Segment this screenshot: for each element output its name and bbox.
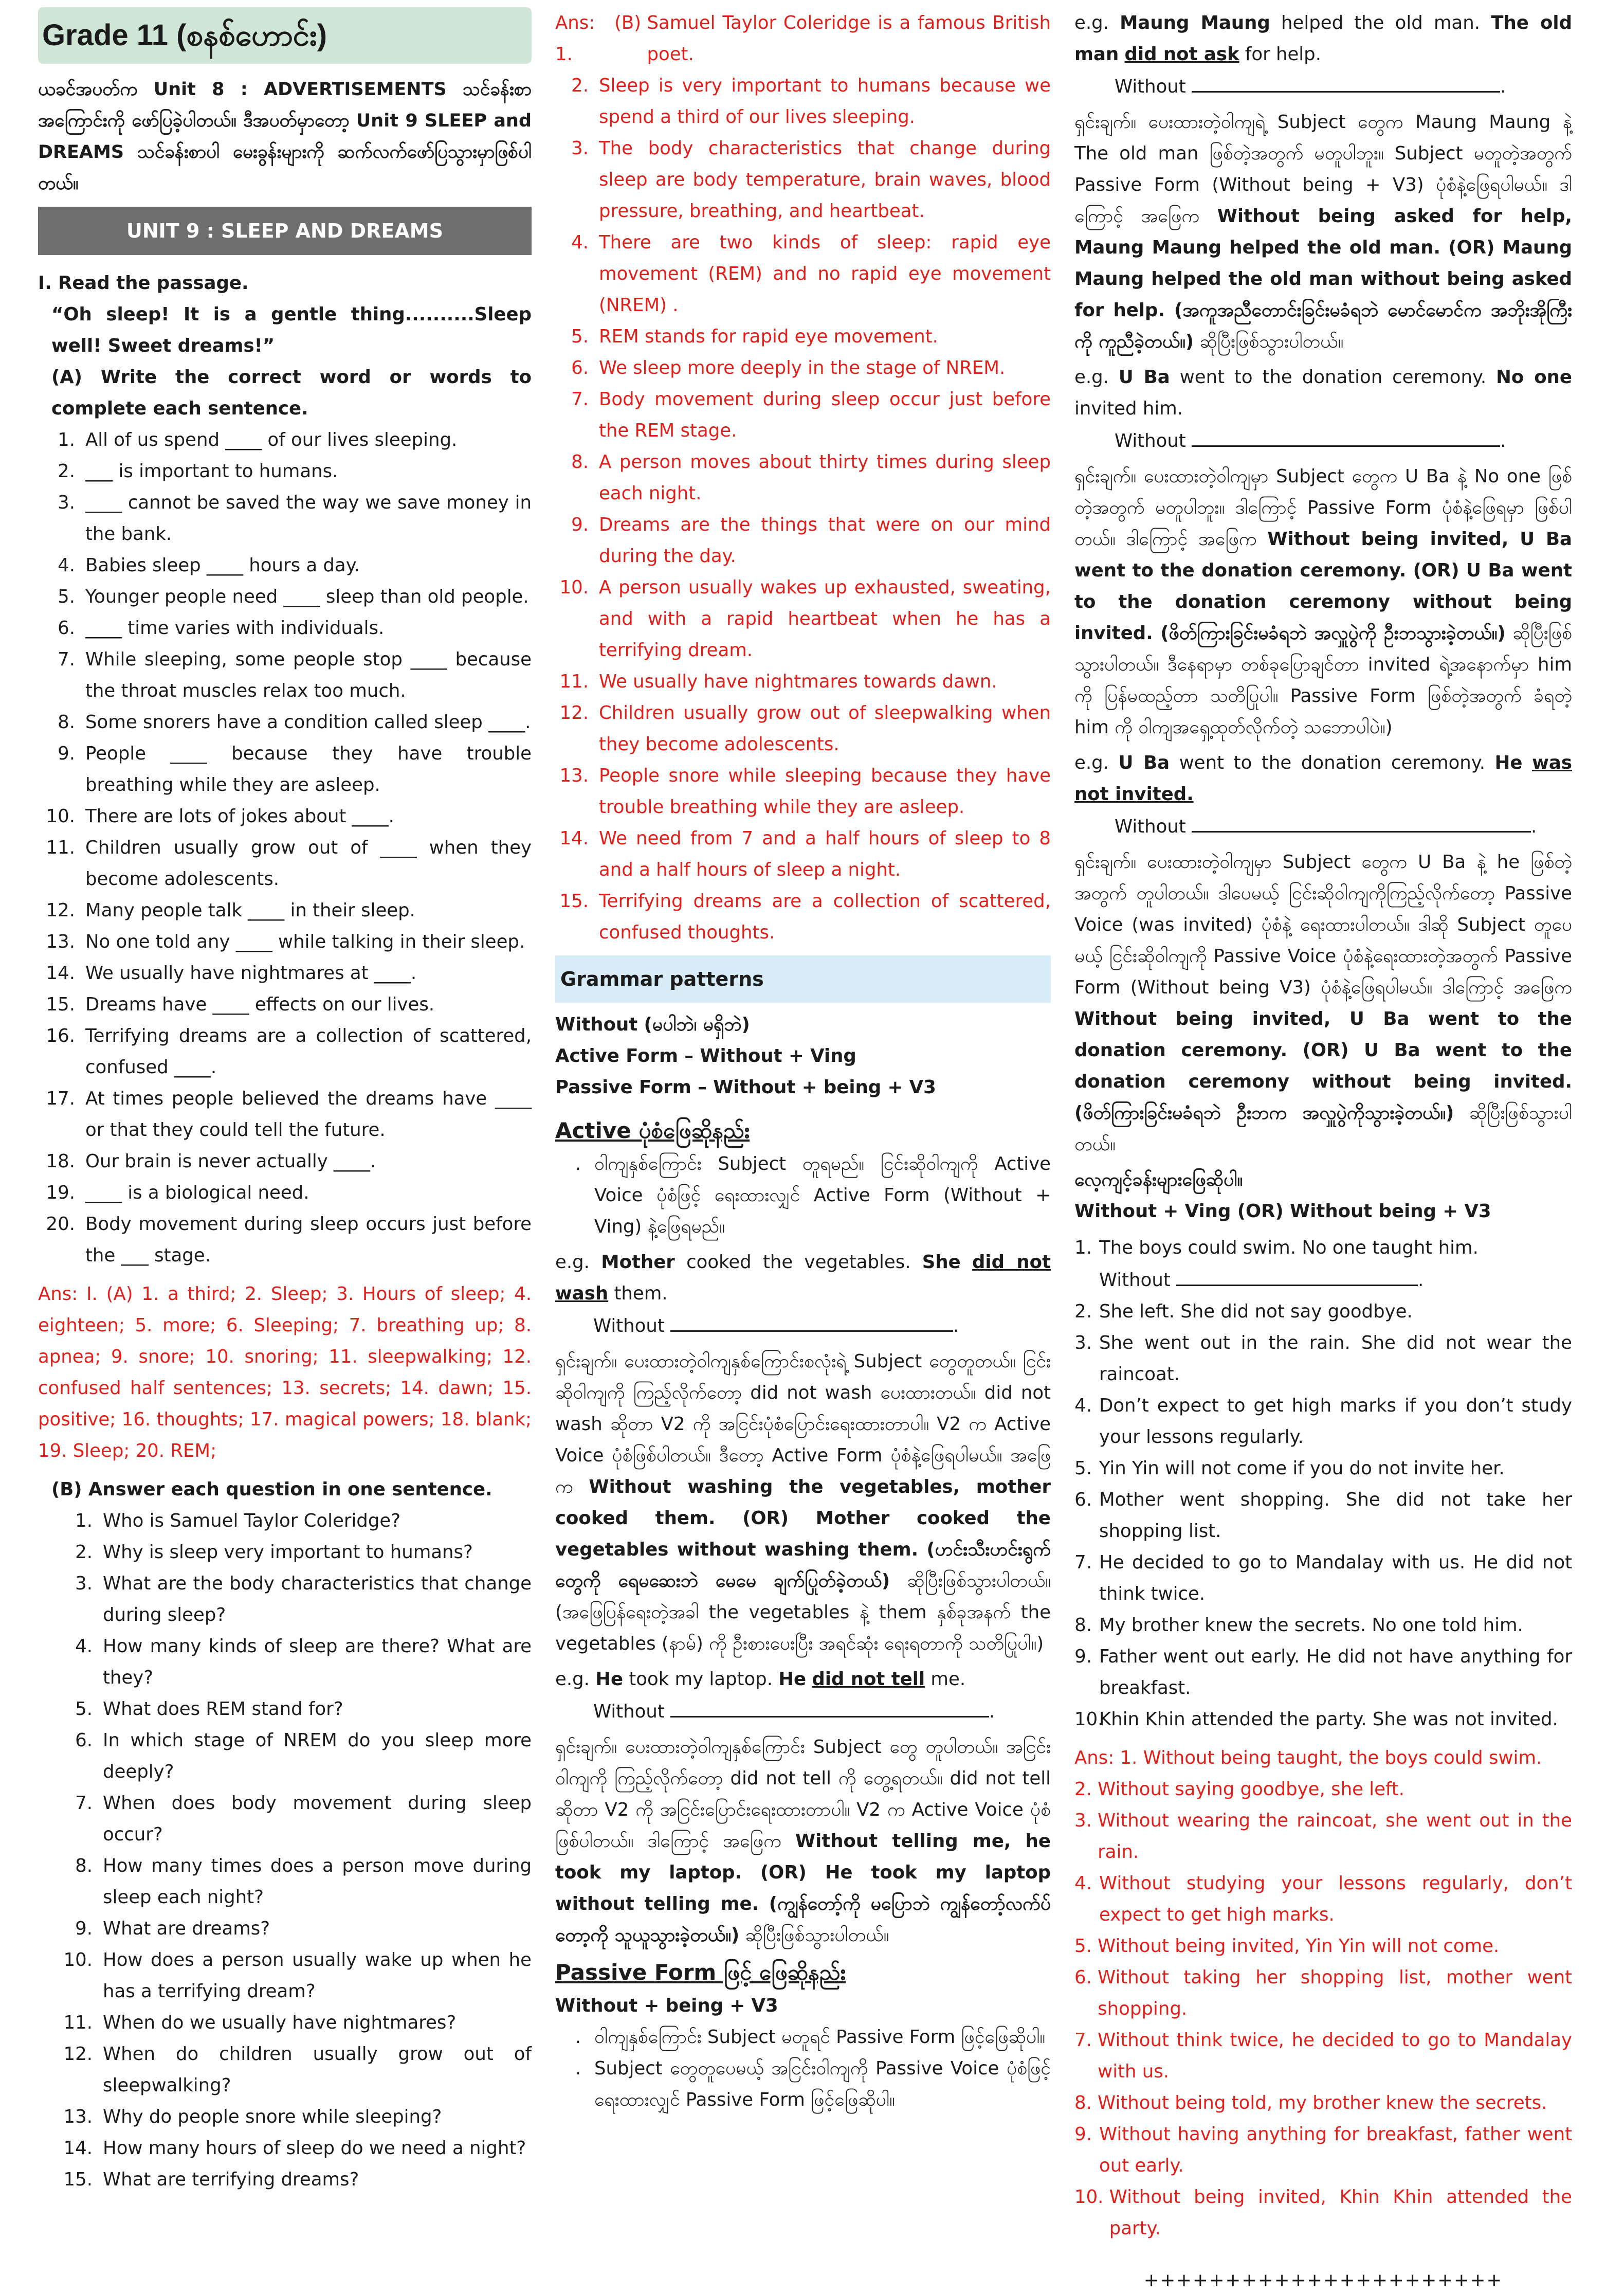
column-2 — [555, 7, 1051, 2116]
list-item: 9. Without having anything for breakfast, father went out early. — [1074, 2124, 1572, 2176]
list-item: 7. While sleeping, some people stop ____ because the throat muscles relax too much. — [58, 649, 532, 701]
list-item: 6. Mother went shopping. She did not take her shopping list. — [1074, 1489, 1572, 1542]
list-item: 9. Dreams are the things that were on our mind during the day. — [571, 514, 1051, 567]
list-item: 17. At times people believed the dreams have ____ or that they could tell the future. — [46, 1088, 532, 1141]
list-item: 8. How many times does a person move during sleep each night? — [75, 1855, 532, 1908]
list-item: 12. Children usually grow out of sleepwalking when they become adolescents. — [559, 702, 1051, 755]
example-3-blank: Without . — [1074, 70, 1572, 102]
without-meaning: Without (မပါဘဲ၊ မရှိဘဲ) — [555, 1014, 750, 1035]
practice-list — [1074, 1232, 1572, 1735]
list-item: 2. ___ is important to humans. — [58, 461, 338, 482]
passive-method-heading: Passive Form ဖြင့် ဖြေဆိုနည်း — [555, 1960, 846, 1985]
list-item: 13. People snore while sleeping because they have trouble breathing while they are asleep. — [559, 765, 1051, 818]
list-item: 5. Yin Yin will not come if you do not invite her. — [1074, 1458, 1505, 1479]
part-b-list — [38, 1505, 532, 2195]
list-item: 4. Don’t expect to get high marks if you don’t study your lessons regularly. — [1074, 1395, 1572, 1448]
list-item: 15. What are terrifying dreams? — [63, 2169, 359, 2190]
example-3-explanation: ရှင်းချက်။ ပေးထားတဲ့ဝါကျရဲ့ Subject တွေက Maung Maung နဲ့ The old man ဖြစ်တဲ့အတွက် မတူပါဘူး။ Subject မတူတဲ့အတွက် Passive Form (Without being + V3) ပုံစံနဲ့ဖြေရပါမယ်။ ဒါကြောင့် အဖြေက Without being asked for help, Maung Maung helped the old man. (OR) Maung Maung helped the old man without being asked for help. (အကူအညီတောင်းခြင်းမခံရဘဲ မောင်မောင်က အဘိုးအိုကြီးကို ကူညီခဲ့တယ်။) ဆိုပြီးဖြစ်သွားပါတယ်။ — [1074, 112, 1572, 352]
list-item: 11. We usually have nightmares towards dawn. — [559, 671, 997, 692]
list-item: 3. The body characteristics that change during sleep are body temperature, brain waves, blood pressure, breathing, and heartbeat. — [571, 138, 1051, 222]
list-item: 16. Terrifying dreams are a collection of scattered, confused ____. — [46, 1025, 532, 1078]
list-item: 12. Many people talk ____ in their sleep. — [46, 900, 415, 921]
example-1-blank: Without . — [555, 1309, 1051, 1342]
grammar-patterns-heading: Grammar patterns — [555, 955, 1051, 1003]
example-5-explanation: ရှင်းချက်။ ပေးထားတဲ့ဝါကျမှာ Subject တွေက U Ba နဲ့ he ဖြစ်တဲ့အတွက် တူပါတယ်။ ဒါပေမယ့် ငြင်းဆိုဝါကျကိုကြည့်လိုက်တော့ Passive Voice (was invited) ပုံစံနဲ့ ရေးထားပါတယ်။ ဒါဆို Subject တူပေမယ့် ငြင်းဆိုဝါကျကို Passive Voice ပုံစံနဲ့ရေးထားတဲ့အတွက် Passive Form (Without being V3) ပုံစံနဲ့ဖြေရပါမယ်။ ဒါကြောင့် အဖြေက Without being invited, U Ba went to the donation ceremony. (OR) U Ba went to the donation ceremony without being invited. (ဖိတ်ကြားခြင်းမခံရဘဲ ဦးဘက အလှူပွဲကိုသွားခဲ့တယ်။) ဆိုပြီးဖြစ်သွားပါတယ်။ — [1074, 852, 1572, 1155]
list-item: 7. When does body movement during sleep occur? — [75, 1793, 532, 1845]
passive-form-rule: Passive Form – Without + being + V3 — [555, 1077, 936, 1098]
list-item: 2. Sleep is very important to humans because we spend a third of our lives sleeping. — [571, 75, 1051, 128]
grade-title: Grade 11 (စနစ်ဟောင်း) — [38, 7, 532, 64]
list-item: 6. Without taking her shopping list, mother went shopping. — [1074, 1967, 1572, 2019]
list-item: 4. How many kinds of sleep are there? What are they? — [75, 1636, 532, 1688]
list-item: 7. He decided to go to Mandalay with us. He did not think twice. — [1074, 1552, 1572, 1604]
list-item: 2. Why is sleep very important to humans? — [75, 1542, 473, 1563]
list-item: 9. People ____ because they have trouble breathing while they are asleep. — [58, 743, 532, 796]
list-item: 8. Some snorers have a condition called sleep ____. — [58, 712, 531, 733]
list-item: 5. Younger people need ____ sleep than old people. — [58, 586, 529, 607]
list-item: 10. A person usually wakes up exhausted, sweating, and with a rapid heartbeat when he has a terrifying dream. — [559, 577, 1051, 661]
example-4: e.g. U Ba went to the donation ceremony. No one invited him. — [1074, 367, 1572, 419]
active-bullet: . ဝါကျနှစ်ကြောင်း Subject တူရမည်။ ငြင်းဆိုဝါကျကို Active Voice ပုံစံဖြင့် ရေးထားလျှင် Active Form (Without + Ving) နဲ့ဖြေရမည်။ — [575, 1153, 1051, 1237]
list-item: 5. REM stands for rapid eye movement. — [571, 326, 938, 347]
list-item: 3. Without wearing the raincoat, she went out in the rain. — [1074, 1810, 1572, 1863]
part-b-heading: (B) Answer each question in one sentence. — [51, 1479, 492, 1500]
example-1-explanation: ရှင်းချက်။ ပေးထားတဲ့ဝါကျနှစ်ကြောင်းစလုံးရဲ့ Subject တွေတူတယ်။ ငြင်းဆိုဝါကျကို ကြည့်လိုက်တော့ did not wash ပေးထားတယ်။ did not wash ဆိုတာ V2 ကို အငြင်းပုံစံပြောင်းရေးထားတာပါ။ V2 က Active Voice ပုံစံဖြစ်ပါတယ်။ ဒီတော့ Active Form ပုံစံနဲ့ဖြေရပါမယ်။ အဖြေက Without washing the vegetables, mother cooked them. (OR) Mother cooked the vegetables without washing them. (ဟင်းသီးဟင်းရွက်တွေကို ရေမဆေးဘဲ မေမေ ချက်ပြုတ်ခဲ့တယ်) ဆိုပြီးဖြစ်သွားပါတယ်။ (အဖြေပြန်ရေးတဲ့အခါ the vegetables နဲ့ them နှစ်ခုအနက် the vegetables (နာမ်) ကို ဦးစားပေးပြီး အရင်ဆုံး ရေးရတာကို သတိပြုပါ။) — [555, 1351, 1051, 1654]
end-separator: ++++++++++++++++++++++ — [1143, 2270, 1503, 2291]
list-item: 13. No one told any ____ while talking in their sleep. — [46, 931, 525, 952]
list-item: 19. ____ is a biological need. — [46, 1182, 309, 1203]
list-item: 14. How many hours of sleep do we need a night? — [63, 2138, 526, 2159]
list-item: 5. What does REM stand for? — [75, 1698, 343, 1720]
list-item: 10. How does a person usually wake up when he has a terrifying dream? — [63, 1949, 532, 2002]
list-item: 10. Without being invited, Khin Khin attended the party. — [1074, 2186, 1572, 2239]
list-item: 11. When do we usually have nightmares? — [63, 2012, 457, 2033]
list-item: 15. Terrifying dreams are a collection of scattered, confused thoughts. — [559, 891, 1051, 943]
list-item: 6. In which stage of NREM do you sleep more deeply? — [75, 1730, 532, 1782]
list-item: 1. The boys could swim. No one taught him. — [1074, 1237, 1479, 1258]
active-method-heading: Active ပုံစံဖြေဆိုနည်း — [555, 1118, 750, 1143]
list-item: 6. We sleep more deeply in the stage of NREM. — [571, 357, 1006, 378]
list-item: 20. Body movement during sleep occurs just before the ___ stage. — [46, 1214, 532, 1266]
example-2-blank: Without . — [555, 1695, 1051, 1727]
answers-part-b — [555, 7, 1051, 948]
practice-heading: လေ့ကျင့်ခန်းများဖြေဆိုပါ။ — [1074, 1169, 1243, 1190]
list-item: 8. A person moves about thirty times during sleep each night. — [571, 451, 1051, 504]
list-item: 1. All of us spend ____ of our lives sleeping. — [58, 429, 458, 450]
list-item: 18. Our brain is never actually ____. — [46, 1151, 376, 1172]
list-item: 2. Without saying goodbye, she left. — [1074, 1779, 1404, 1800]
passive-formula: Without + being + V3 — [555, 1995, 778, 2016]
list-item: 4. Babies sleep ____ hours a day. — [58, 555, 360, 576]
list-item: 13. Why do people snore while sleeping? — [63, 2106, 442, 2127]
example-5-blank: Without . — [1074, 810, 1572, 842]
passive-bullet-1: . ဝါကျနှစ်ကြောင်း Subject မတူရင် Passive Form ဖြင့်ဖြေဆိုပါ။ — [575, 2027, 1046, 2048]
list-item: 6. ____ time varies with individuals. — [58, 618, 385, 639]
example-1: e.g. Mother cooked the vegetables. She did not wash them. — [555, 1252, 1051, 1304]
list-item: 14. We need from 7 and a half hours of sleep to 8 and a half hours of sleep a night. — [559, 828, 1051, 880]
list-item: 7. Body movement during sleep occur just before the REM stage. — [571, 389, 1051, 441]
answers-part-a: Ans: I. (A) 1. a third; 2. Sleep; 3. Hours of sleep; 4. eighteen; 5. more; 6. Sleeping; 7. breathing up; 8. apnea; 9. snore; 10. snoring; 11. sleepwalking; 12. confused half sentences; 13. secrets; 14. dawn; 15. positive; 16. thoughts; 17. magical powers; 18. blank; 19. Sleep; 20. REM; — [38, 1283, 532, 1461]
practice-formula: Without + Ving (OR) Without being + V3 — [1074, 1201, 1491, 1222]
list-item: 12. When do children usually grow out of sleepwalking? — [63, 2044, 532, 2096]
list-item: 1. Who is Samuel Taylor Coleridge? — [75, 1510, 401, 1531]
practice-answers — [1074, 1774, 1572, 2244]
example-2: e.g. He took my laptop. He did not tell me. — [555, 1669, 966, 1690]
passage-quote: “Oh sleep! It is a gentle thing..........Sleep well! Sweet dreams!” — [51, 304, 532, 356]
list-item: 3. She went out in the rain. She did not wear the raincoat. — [1074, 1332, 1572, 1385]
list-item: 4. Without studying your lessons regularly, don’t expect to get high marks. — [1074, 1873, 1572, 1925]
list-item: 4. There are two kinds of sleep: rapid eye movement (REM) and no rapid eye movement (NREM) . — [571, 232, 1051, 316]
list-item: 11. Children usually grow out of ____ when they become adolescents. — [46, 837, 532, 890]
example-4-explanation: ရှင်းချက်။ ပေးထားတဲ့ဝါကျမှာ Subject တွေက U Ba နဲ့ No one ဖြစ်တဲ့အတွက် မတူပါဘူး။ ဒါကြောင့် Passive Form ပုံစံနဲ့ဖြေရမှာ ဖြစ်ပါတယ်။ ဒါကြောင့် အဖြေက Without being invited, U Ba went to the donation ceremony. (OR) U Ba went to the donation ceremony without being invited. (ဖိတ်ကြားခြင်းမခံရဘဲ အလှူပွဲကို ဦးဘသွားခဲ့တယ်။) ဆိုပြီးဖြစ်သွားပါတယ်။ ဒီနေရာမှာ တစ်ခုပြောချင်တာ invited ရဲ့အနောက်မှာ him ကို ပြန်မထည့်တာ သတိပြုပါ။ Passive Form ဖြစ်တဲ့အတွက် ခံရတဲ့ him ကို ဝါကျအရှေ့ထုတ်လိုက်တဲ့ သဘောပါပဲ။) — [1074, 466, 1572, 738]
list-item: Ans: (B) 1. Samuel Taylor Coleridge is a famous British poet. — [555, 12, 1051, 65]
list-item: 9. What are dreams? — [75, 1918, 270, 1939]
list-item: 7. Without think twice, he decided to go to Mandalay with us. — [1074, 2030, 1572, 2082]
example-5: e.g. U Ba went to the donation ceremony. He was not invited. — [1074, 752, 1572, 805]
list-item: 10. There are lots of jokes about ____. — [46, 806, 394, 827]
part-a-heading: (A) Write the correct word or words to complete each sentence. — [51, 367, 532, 419]
list-item: 15. Dreams have ____ effects on our lives. — [46, 994, 435, 1015]
part-a-list — [38, 424, 532, 1271]
list-item: 14. We usually have nightmares at ____. — [46, 963, 417, 984]
column-3 — [1074, 7, 1572, 2296]
column-1 — [38, 7, 532, 2195]
list-item: 5. Without being invited, Yin Yin will not come. — [1074, 1936, 1500, 1957]
unit-title-bar: UNIT 9 : SLEEP AND DREAMS — [38, 207, 532, 255]
list-item: 3. What are the body characteristics that change during sleep? — [75, 1573, 532, 1625]
example-4-blank: Without . — [1074, 424, 1572, 457]
list-item: 8. My brother knew the secrets. No one told him. — [1074, 1615, 1523, 1636]
passive-bullet-2: . Subject တွေတူပေမယ့် အငြင်းဝါကျကို Passive Voice ပုံစံဖြင့် ရေးထားလျှင် Passive Form ဖြင့်ဖြေဆိုပါ။ — [575, 2058, 1051, 2110]
list-item: 9. Father went out early. He did not have anything for breakfast. — [1074, 1646, 1572, 1698]
list-item: 8. Without being told, my brother knew the secrets. — [1074, 2092, 1547, 2113]
active-form-rule: Active Form – Without + Ving — [555, 1045, 856, 1066]
list-item: 2. She left. She did not say goodbye. — [1074, 1301, 1413, 1322]
example-2-explanation: ရှင်းချက်။ ပေးထားတဲ့ဝါကျနှစ်ကြောင်း Subject တွေ တူပါတယ်။ အငြင်းဝါကျကို ကြည့်လိုက်တော့ did not tell ကို တွေ့ရတယ်။ did not tell ဆိုတာ V2 ကို အငြင်းပြောင်းရေးထားတာပါ။ V2 က Active Voice ပုံစံဖြစ်ပါတယ်။ ဒါကြောင့် အဖြေက Without telling me, he took my laptop. (OR) He took my laptop without telling me. (ကျွန်တော့်ကို မပြောဘဲ ကျွန်တော့်လက်ပ်တော့ကို သူယူသွားခဲ့တယ်။) ဆိုပြီးဖြစ်သွားပါတယ်။ — [555, 1737, 1051, 1946]
list-item: 3. ____ cannot be saved the way we save money in the bank. — [58, 492, 532, 545]
practice-answers-lead: Ans: 1. Without being taught, the boys could swim. — [1074, 1747, 1542, 1768]
intro-text: ယခင်အပတ်က Unit 8 : ADVERTISEMENTS သင်ခန်းစာအကြောင်းကို ဖော်ပြခဲ့ပါတယ်။ ဒီအပတ်မှာတော့ Unit 9 SLEEP and DREAMS သင်ခန်းစာပါ မေးခွန်းများကို ဆက်လက်ဖော်ပြသွားမှာဖြစ်ပါတယ်။ — [38, 79, 532, 194]
list-item: Without . — [1074, 1263, 1572, 1296]
list-item: 10. Khin Khin attended the party. She was not invited. — [1074, 1709, 1558, 1730]
example-3: e.g. Maung Maung helped the old man. The old man did not ask for help. — [1074, 12, 1573, 65]
section-heading: I. Read the passage. — [38, 273, 249, 294]
